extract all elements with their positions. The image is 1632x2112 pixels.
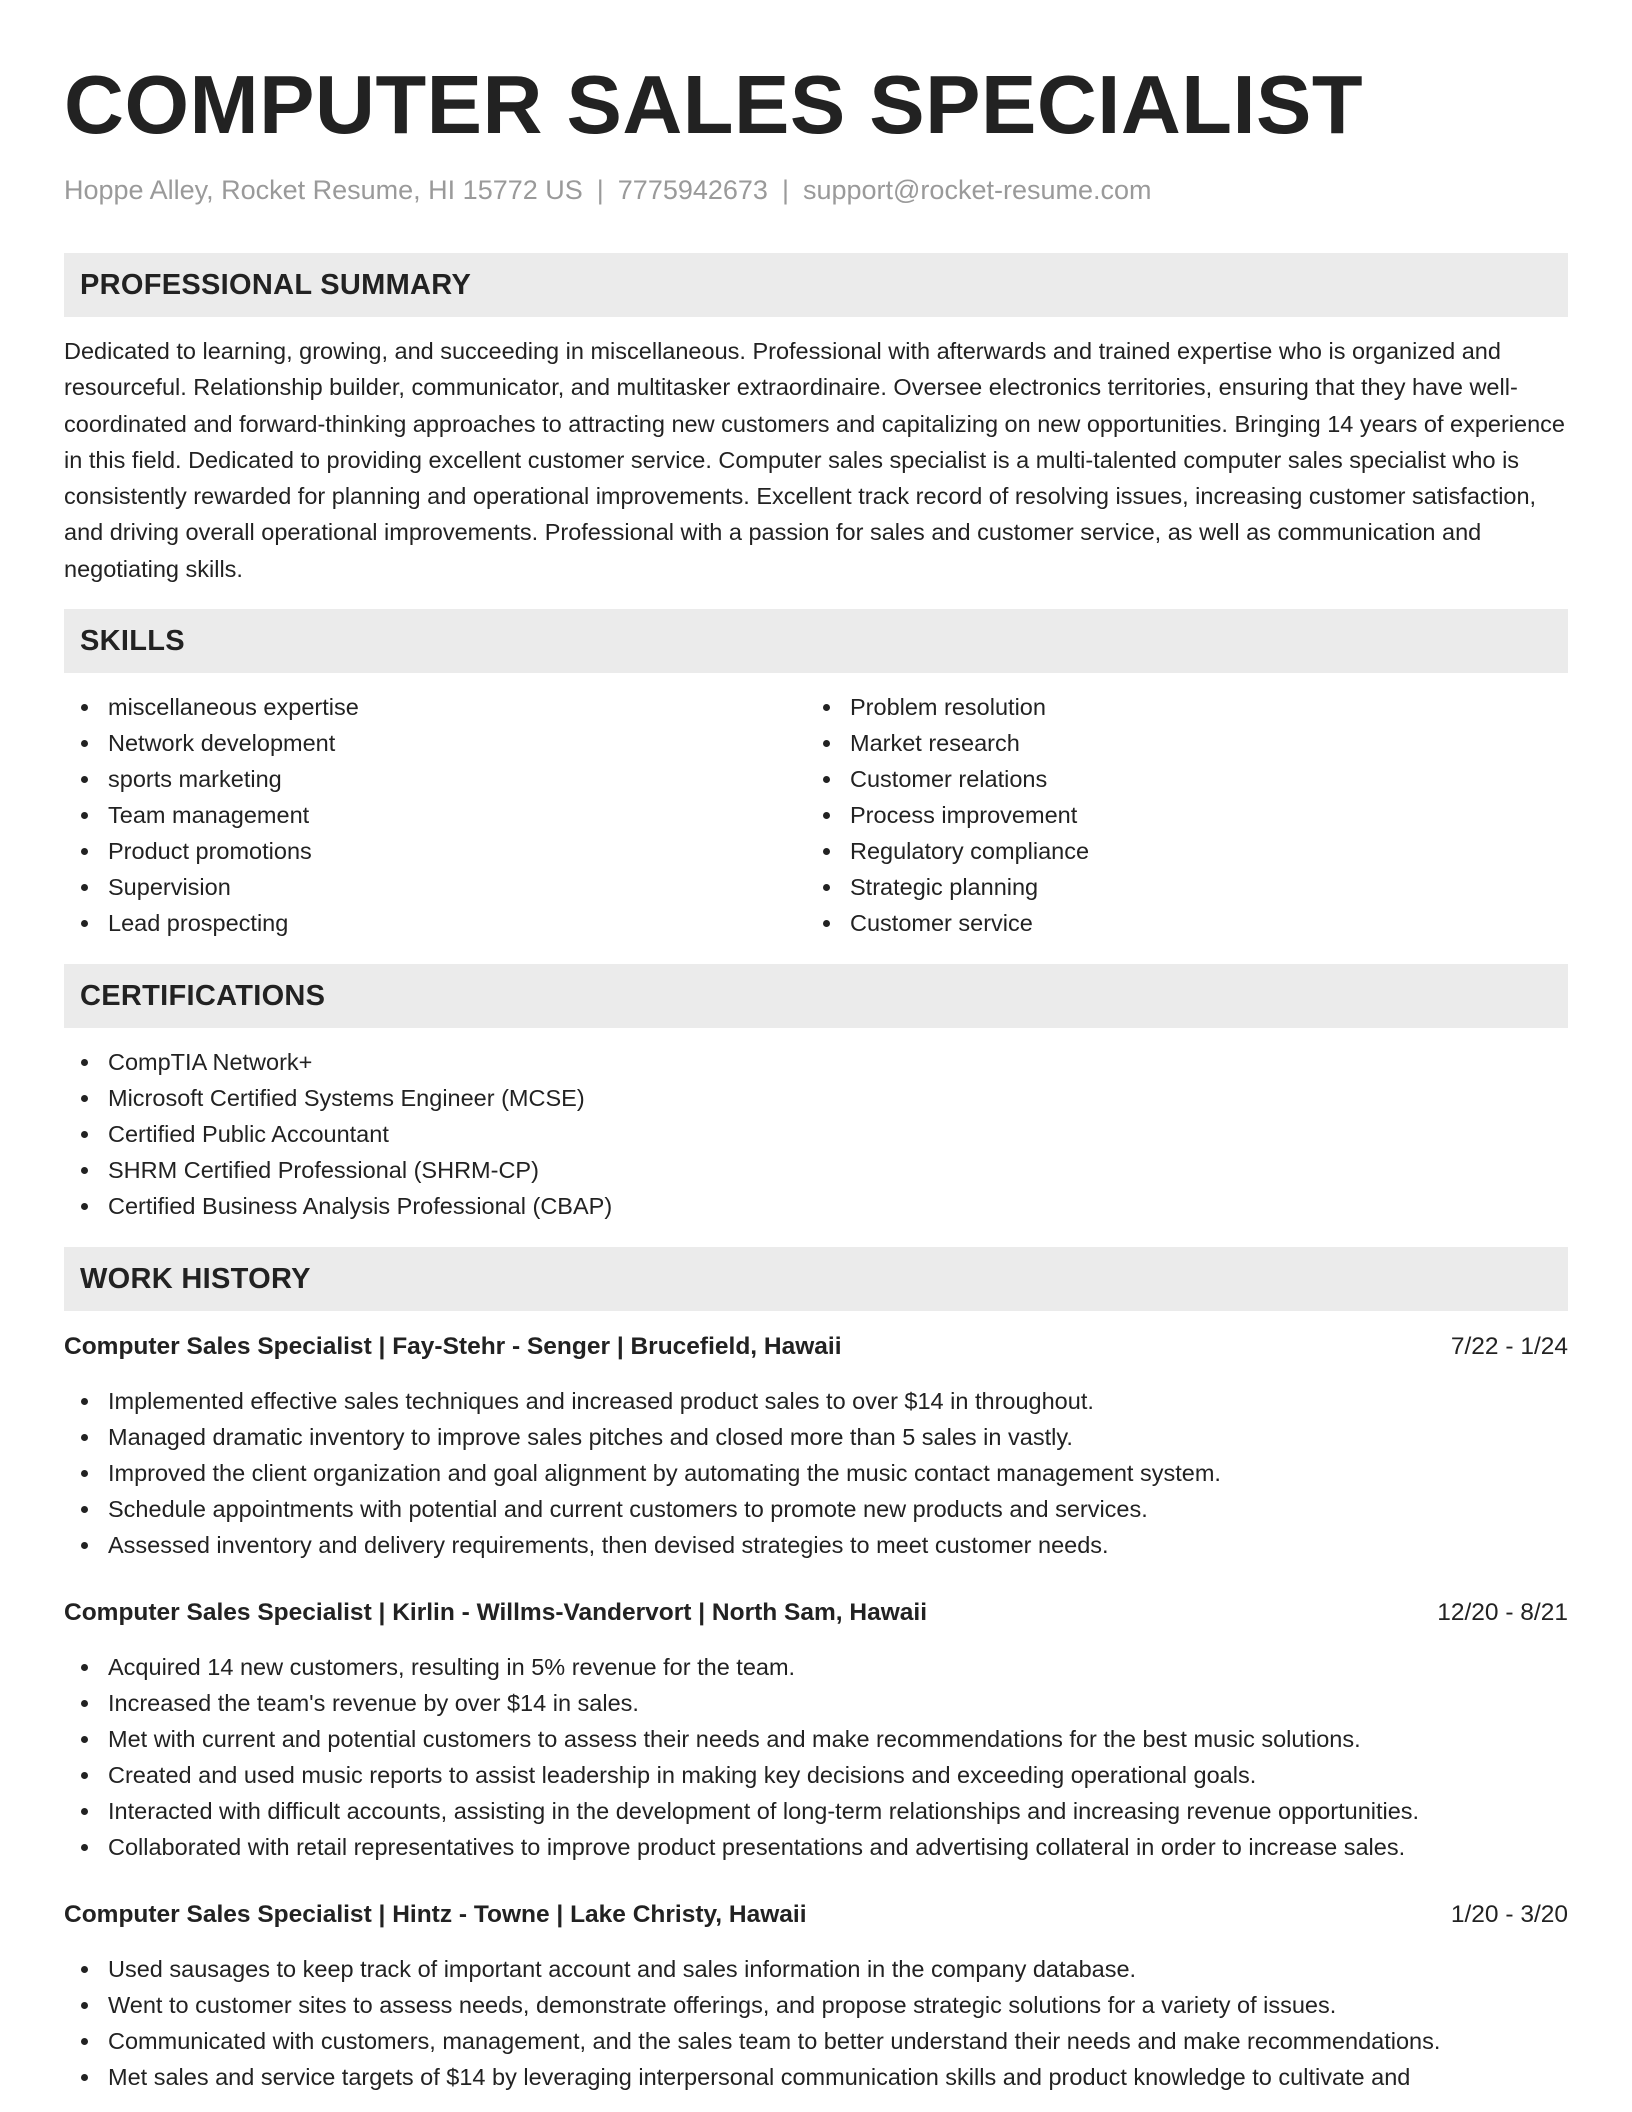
job-bullet: Assessed inventory and delivery requirements, then devised strategies to meet customer needs. (64, 1527, 1568, 1563)
skill-item: Process improvement (806, 797, 1548, 833)
job-title: Computer Sales Specialist | Kirlin - Willms-Vandervort | North Sam, Hawaii (64, 1599, 928, 1627)
job-dates: 7/22 - 1/24 (1450, 1333, 1568, 1361)
job-bullet: Went to customer sites to assess needs, demonstrate offerings, and propose strategic solutions for a variety of issues. (64, 1987, 1568, 2023)
certification-item: Certified Business Analysis Professional (CBAP) (64, 1188, 1568, 1224)
certification-item: SHRM Certified Professional (SHRM-CP) (64, 1152, 1568, 1188)
certifications-list (64, 1044, 1568, 1224)
skill-item: Customer service (806, 905, 1548, 941)
job-bullets (64, 1649, 1568, 1865)
job-bullet: Implemented effective sales techniques and increased product sales to over $14 in throughout. (64, 1383, 1568, 1419)
job-bullets (64, 1383, 1568, 1563)
skill-item: Team management (64, 797, 806, 833)
job-header (64, 1595, 1568, 1631)
job-bullet: Improved the client organization and goal alignment by automating the music contact management system. (64, 1455, 1568, 1491)
skill-item: Problem resolution (806, 689, 1548, 725)
contact-separator: | (596, 175, 604, 205)
job-title: Computer Sales Specialist | Hintz - Towne | Lake Christy, Hawaii (64, 1901, 807, 1929)
contact-phone: 7775942673 (617, 175, 768, 205)
skills-left-list (64, 689, 806, 941)
job-bullets (64, 1951, 1568, 2095)
job-bullet: Created and used music reports to assist leadership in making key decisions and exceeding operational goals. (64, 1757, 1568, 1793)
skill-item: sports marketing (64, 761, 806, 797)
job-bullet: Increased the team's revenue by over $14 in sales. (64, 1685, 1568, 1721)
contact-line (64, 172, 1568, 208)
skill-item: Lead prospecting (64, 905, 806, 941)
job-header (64, 1329, 1568, 1365)
skill-item: Network development (64, 725, 806, 761)
skills-right-list (806, 689, 1548, 941)
certification-item: CompTIA Network+ (64, 1044, 1568, 1080)
work-history-heading: WORK HISTORY (64, 1247, 1568, 1311)
job-bullet: Collaborated with retail representatives to improve product presentations and advertising collateral in order to increase sales. (64, 1829, 1568, 1865)
job-dates: 1/20 - 3/20 (1450, 1901, 1568, 1929)
job-dates: 12/20 - 8/21 (1437, 1599, 1568, 1627)
skills-grid (64, 689, 1568, 941)
job-header (64, 1897, 1568, 1933)
job-entry (64, 1897, 1568, 2095)
certification-item: Microsoft Certified Systems Engineer (MCSE) (64, 1080, 1568, 1116)
job-bullet: Communicated with customers, management, and the sales team to better understand their needs and make recommendations. (64, 2023, 1568, 2059)
skill-item: Regulatory compliance (806, 833, 1548, 869)
job-entry (64, 1329, 1568, 1563)
skill-item: Strategic planning (806, 869, 1548, 905)
skill-item: Product promotions (64, 833, 806, 869)
certifications-heading: CERTIFICATIONS (64, 964, 1568, 1028)
job-bullet: Met with current and potential customers to assess their needs and make recommendations for the best music solutions. (64, 1721, 1568, 1757)
skill-item: miscellaneous expertise (64, 689, 806, 725)
job-bullet: Interacted with difficult accounts, assisting in the development of long-term relationships and increasing revenue opportunities. (64, 1793, 1568, 1829)
job-bullet: Used sausages to keep track of important account and sales information in the company database. (64, 1951, 1568, 1987)
job-bullet: Met sales and service targets of $14 by leveraging interpersonal communication skills and product knowledge to cultivate and (64, 2059, 1568, 2095)
skills-heading: SKILLS (64, 609, 1568, 673)
job-entry (64, 1595, 1568, 1865)
resume-name: COMPUTER SALES SPECIALIST (64, 58, 1364, 151)
contact-email: support@rocket-resume.com (802, 175, 1152, 205)
job-title: Computer Sales Specialist | Fay-Stehr - Senger | Brucefield, Hawaii (64, 1333, 842, 1361)
job-bullet: Schedule appointments with potential and current customers to promote new products and services. (64, 1491, 1568, 1527)
certification-item: Certified Public Accountant (64, 1116, 1568, 1152)
job-bullet: Managed dramatic inventory to improve sales pitches and closed more than 5 sales in vastly. (64, 1419, 1568, 1455)
resume-page (64, 50, 1568, 2095)
skill-item: Customer relations (806, 761, 1548, 797)
contact-separator: | (781, 175, 789, 205)
contact-address: Hoppe Alley, Rocket Resume, HI 15772 US (64, 175, 583, 205)
summary-heading: PROFESSIONAL SUMMARY (64, 253, 1568, 317)
skill-item: Market research (806, 725, 1548, 761)
summary-text: Dedicated to learning, growing, and succeeding in miscellaneous. Professional with afterwards and trained expertise who is organized and resourceful. Relationship builder, communicator, and multitasker extraordinaire. Oversee electronics territories, ensuring that they have well-coordinated and forward-thinking approaches to attracting new customers and capitalizing on new opportunities. Bringing 14 years of experience in this field. Dedicated to providing excellent customer service. Computer sales specialist is a multi-talented computer sales specialist who is consistently rewarded for planning and operational improvements. Excellent track record of resolving issues, increasing customer satisfaction, and driving overall operational improvements. Professional with a passion for sales and customer service, as well as communication and negotiating skills. (64, 338, 1565, 582)
skill-item: Supervision (64, 869, 806, 905)
job-bullet: Acquired 14 new customers, resulting in 5% revenue for the team. (64, 1649, 1568, 1685)
